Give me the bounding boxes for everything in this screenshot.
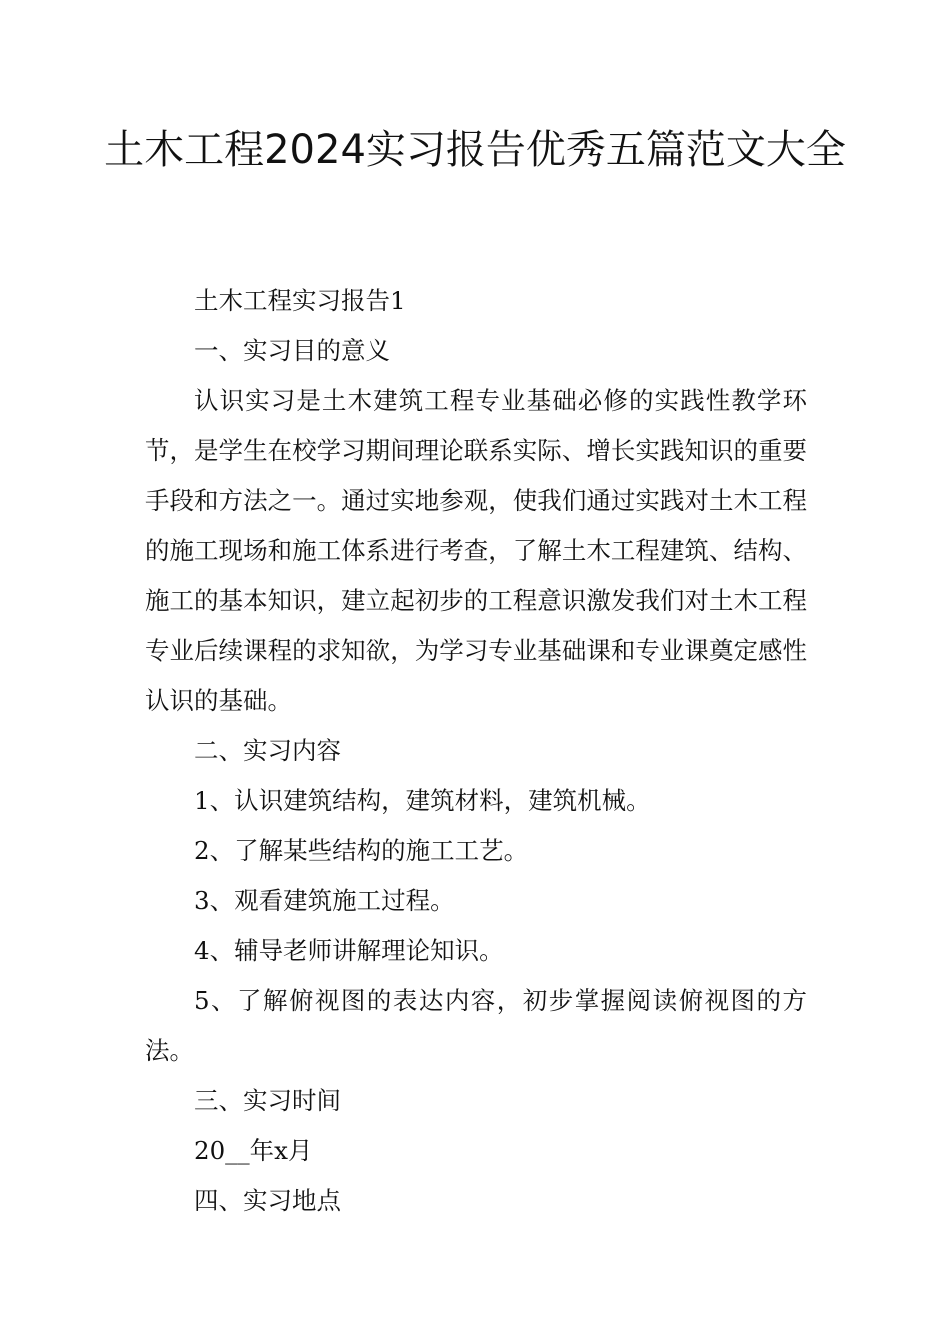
content-item-2: 2、了解某些结构的施工工艺。 [194, 836, 529, 865]
content-item-5: 5、了解俯视图的表达内容，初步掌握阅读俯视图的方法。 [145, 986, 807, 1065]
document-body [145, 276, 807, 1226]
section-heading-content: 二、实习内容 [194, 736, 341, 765]
document-title: 土木工程2024实习报告优秀五篇范文大全 [104, 127, 846, 173]
content-item-4: 4、辅导老师讲解理论知识。 [194, 936, 504, 965]
section-heading-purpose: 一、实习目的意义 [194, 336, 390, 365]
content-item-3: 3、观看建筑施工过程。 [194, 886, 455, 915]
report-heading: 土木工程实习报告1 [194, 286, 406, 315]
content-item-1: 1、认识建筑结构，建筑材料，建筑机械。 [194, 786, 651, 815]
section-heading-time: 三、实习时间 [194, 1086, 341, 1115]
section-heading-location: 四、实习地点 [194, 1186, 341, 1215]
time-value: 20__年x月 [194, 1136, 313, 1165]
purpose-paragraph: 认识实习是土木建筑工程专业基础必修的实践性教学环节，是学生在校学习期间理论联系实际、增长实践知识的重要手段和方法之一。通过实地参观，使我们通过实践对土木工程的施工现场和施工体系进行考查，了解土木工程建筑、结构、施工的基本知识，建立起初步的工程意识激发我们对土木工程专业后续课程的求知欲，为学习专业基础课和专业课奠定感性认识的基础。 [145, 386, 807, 715]
